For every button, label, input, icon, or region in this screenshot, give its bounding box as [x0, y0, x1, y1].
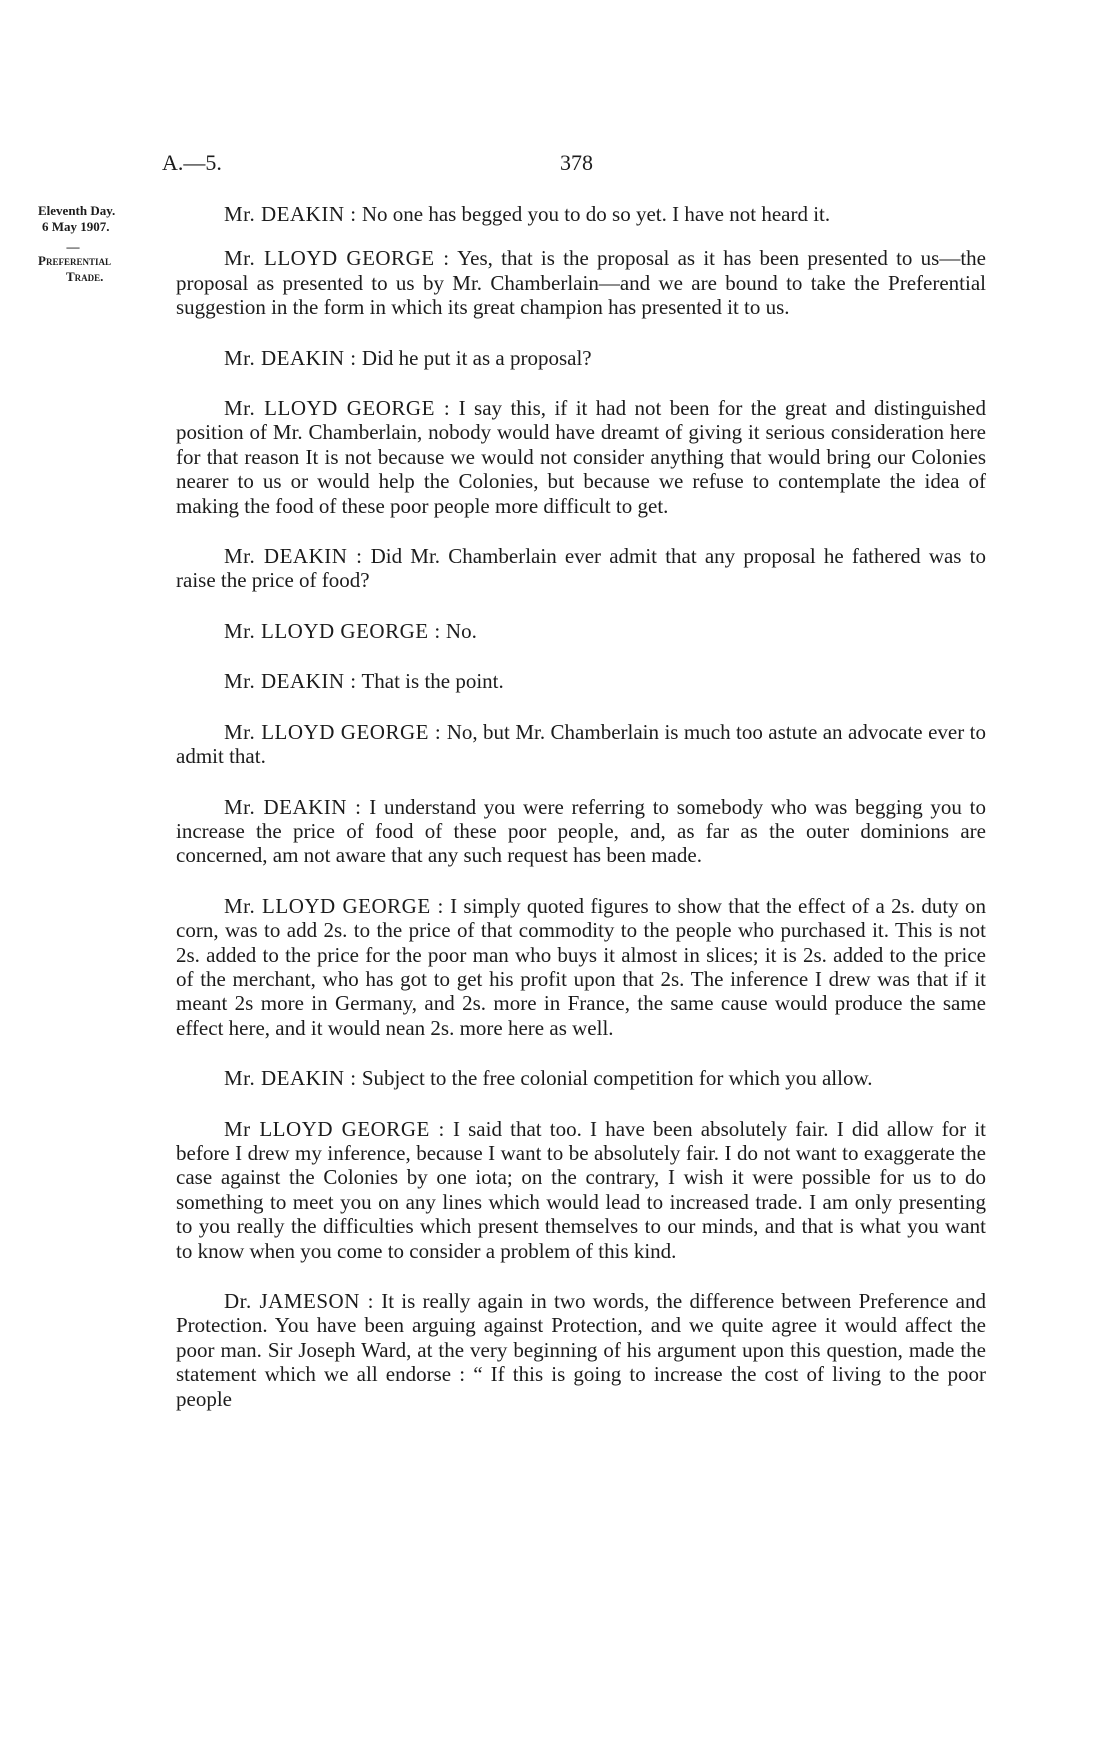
speaker-name: Mr. DEAKIN :: [224, 1066, 357, 1091]
margin-dash: —: [66, 239, 80, 254]
speaker-name: Mr LLOYD GEORGE :: [224, 1116, 445, 1141]
speech-text: No, but Mr. Chamberlain is much too astute an advocate ever to admit that.: [176, 719, 986, 769]
paragraph: [176, 246, 986, 319]
paragraph: [176, 1066, 986, 1090]
margin-topic-line2: Trade.: [66, 269, 104, 284]
margin-date: 6 May 1907.: [42, 219, 110, 234]
paragraph: [176, 544, 986, 593]
speech-text: No one has begged you to do so yet. I have not heard it.: [356, 202, 831, 226]
document-reference: A.—5.: [162, 150, 222, 175]
speech-text: Yes, that is the proposal as it has been presented to us—the proposal as presented to us by Mr. Chamberlain—and we are bound to take the Preferential suggestion in the form in which its great champion has presented it to us.: [176, 246, 986, 320]
speech-text: I say this, if it had not been for the great and distinguished position of Mr. Chamberlain, nobody would have dreamt of giving it serious consideration here for that reason It is not because we would not consider anything that would bring our Colonies nearer to us or would help the Colonies, but because we refuse to contemplate the idea of making the food of these poor people more difficult to get.: [176, 396, 987, 518]
paragraph: [176, 396, 986, 518]
paragraph: [176, 795, 986, 868]
paragraph: [176, 619, 986, 643]
speech-text: It is really again in two words, the difference between Preference and Protection. You have been arguing against Protection, and we quite agree it would affect the poor man. Sir Joseph Ward, at the very beginning of his argument upon this question, made the statement which we all endorse : “ If this is going to increase the cost of living to the poor people: [176, 1289, 986, 1411]
speech-text: That is the point.: [356, 669, 504, 694]
paragraph: [176, 202, 986, 226]
speaker-name: Mr. DEAKIN :: [224, 669, 357, 694]
paragraph: [176, 669, 986, 693]
speaker-name: Mr. LLOYD GEORGE :: [224, 719, 442, 744]
speaker-name: Mr. LLOYD GEORGE :: [224, 396, 451, 421]
speech-text: I understand you were referring to somebody who was begging you to increase the price of food of these poor people, and, as far as the outer dominions are concerned, am not aware that any such request has been made.: [176, 794, 986, 868]
speaker-name: Mr. DEAKIN :: [224, 345, 357, 370]
speaker-name: Mr. LLOYD GEORGE :: [224, 893, 444, 918]
speech-text: I simply quoted figures to show that the effect of a 2s. duty on corn, was to add 2s. to the price of that commodity to the people who purchased it. This is not 2s. added to the price for the poor man who buys it almost in slices; it is 2s. added to the price of the merchant, who has got to get his profit upon that 2s. The inference I drew was that if it meant 2s more in Germany, and 2s. more in France, the same cause would produce the same effect here, and it would nean 2s. more here as well.: [176, 893, 986, 1040]
transcript-body: [176, 202, 986, 1411]
paragraph: [176, 1117, 986, 1263]
paragraph: [176, 720, 986, 769]
margin-note: [38, 203, 158, 285]
page-number: 378: [560, 150, 593, 175]
paragraph: [176, 1289, 986, 1411]
speech-text: I said that too. I have been absolutely fair. I did allow for it before I drew my inference, because I want to be absolutely fair. I do not want to exaggerate the case against the Colonies by one iota; on the contrary, I wish it were possible for us to do something to meet you on any lines which would lead to increased trade. I am only presenting to you really the difficulties which present themselves to our minds, and that is what you want to know when you come to consider a problem of this kind.: [176, 1116, 986, 1263]
paragraph: [176, 894, 986, 1040]
speech-text: No.: [440, 618, 477, 643]
speaker-name: Mr. DEAKIN :: [224, 202, 357, 226]
paragraph: [176, 346, 986, 370]
speaker-name: Mr. LLOYD GEORGE :: [224, 618, 441, 643]
margin-day: Eleventh Day.: [38, 203, 116, 218]
speaker-name: Mr. DEAKIN :: [224, 794, 362, 819]
speech-text: Did Mr. Chamberlain ever admit that any proposal he fathered was to raise the price of food?: [176, 544, 986, 593]
speech-text: Did he put it as a proposal?: [356, 345, 592, 370]
speaker-name: Mr. DEAKIN :: [224, 544, 363, 569]
speech-text: Subject to the free colonial competition for which you allow.: [356, 1066, 873, 1091]
speaker-name: Mr. LLOYD GEORGE :: [224, 246, 450, 271]
margin-topic-line1: Preferential: [38, 253, 111, 268]
speaker-name: Dr. JAMESON :: [224, 1289, 374, 1313]
